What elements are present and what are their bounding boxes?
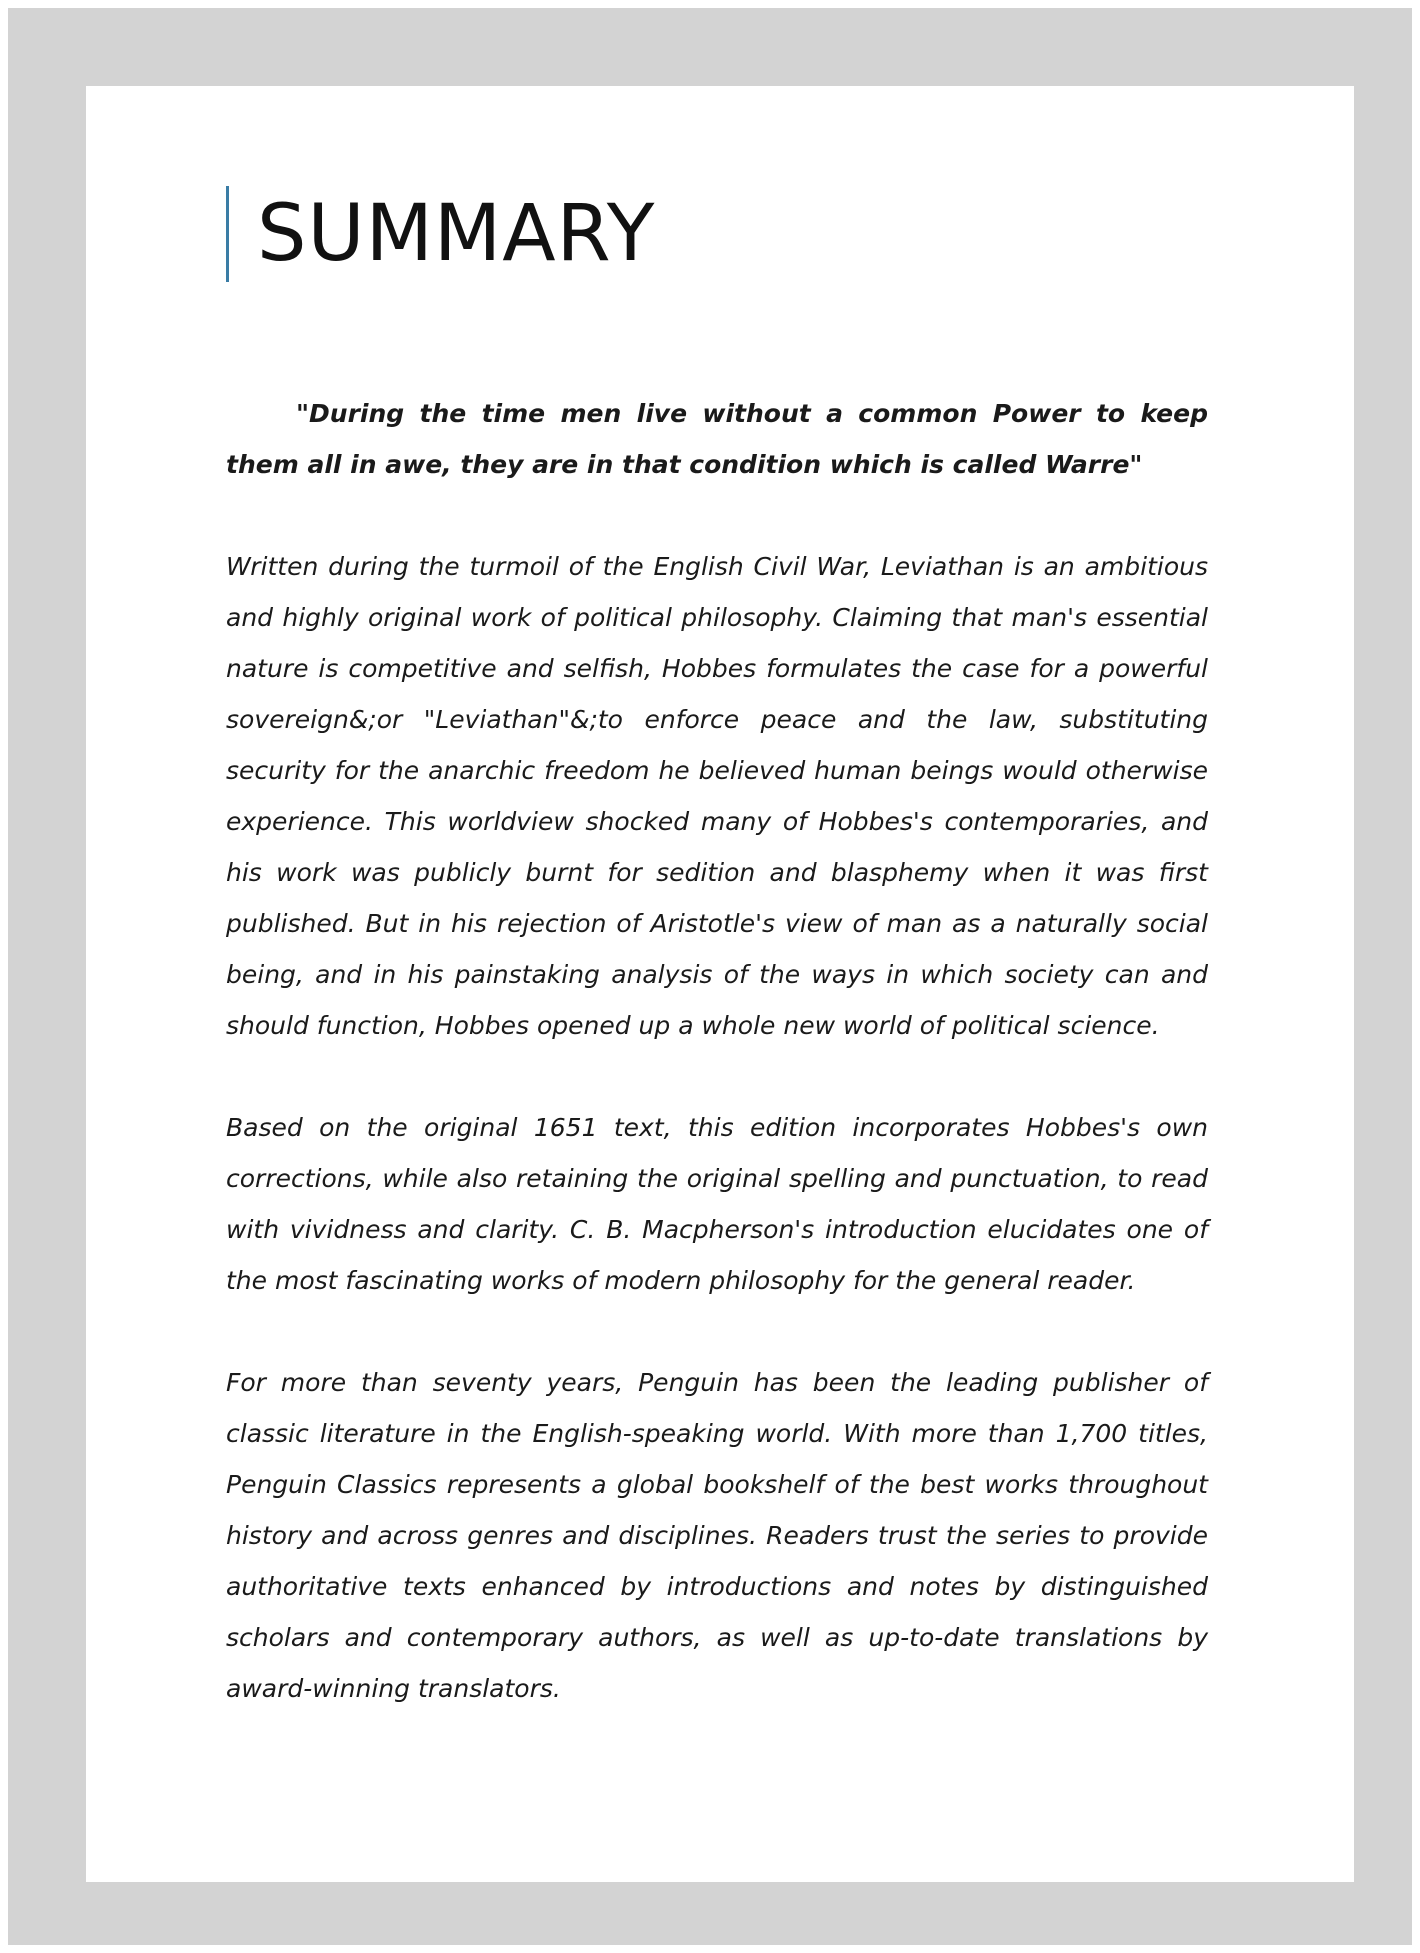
summary-paragraph: Written during the turmoil of the English Civil War, Leviathan is an ambitious and highly original work of political philosophy. Claiming that man's essential nature is competitive and selfish, Hobbes formulates the case for a powerful sovereign&;or "Leviathan"&;to enforce peace and the law, substituting security for the anarchic freedom he believed human beings would otherwise experience. This worldview shocked many of Hobbes's contemporaries, and his work was publicly burnt for sedition and blasphemy when it was first published. But in his rejection of Aristotle's view of man as a naturally social being, and in his painstaking analysis of the ways in which society can and should function, Hobbes opened up a whole new world of political science. [226,552,1208,1040]
summary-paragraph: Based on the original 1651 text, this edition incorporates Hobbes's own corrections, while also retaining the original spelling and punctuation, to read with vividness and clarity. C. B. Macpherson's introduction elucidates one of the most fascinating works of modern philosophy for the general reader. [226,1113,1208,1295]
heading-block [226,186,655,282]
page-frame [8,8,1412,1945]
document-page [86,86,1354,1882]
summary-paragraph: For more than seventy years, Penguin has been the leading publisher of classic literature in the English-speaking world. With more than 1,700 titles, Penguin Classics represents a global bookshelf of the best works throughout history and across genres and disciplines. Readers trust the series to provide authoritative texts enhanced by introductions and notes by distinguished scholars and contemporary authors, as well as up-to-date translations by award-winning translators. [226,1368,1208,1703]
epigraph-quote: "During the time men live without a common Power to keep them all in awe, they are in that condition which is called Warre" [226,399,1208,479]
page-title: SUMMARY [257,189,656,279]
summary-body [226,388,1208,1765]
